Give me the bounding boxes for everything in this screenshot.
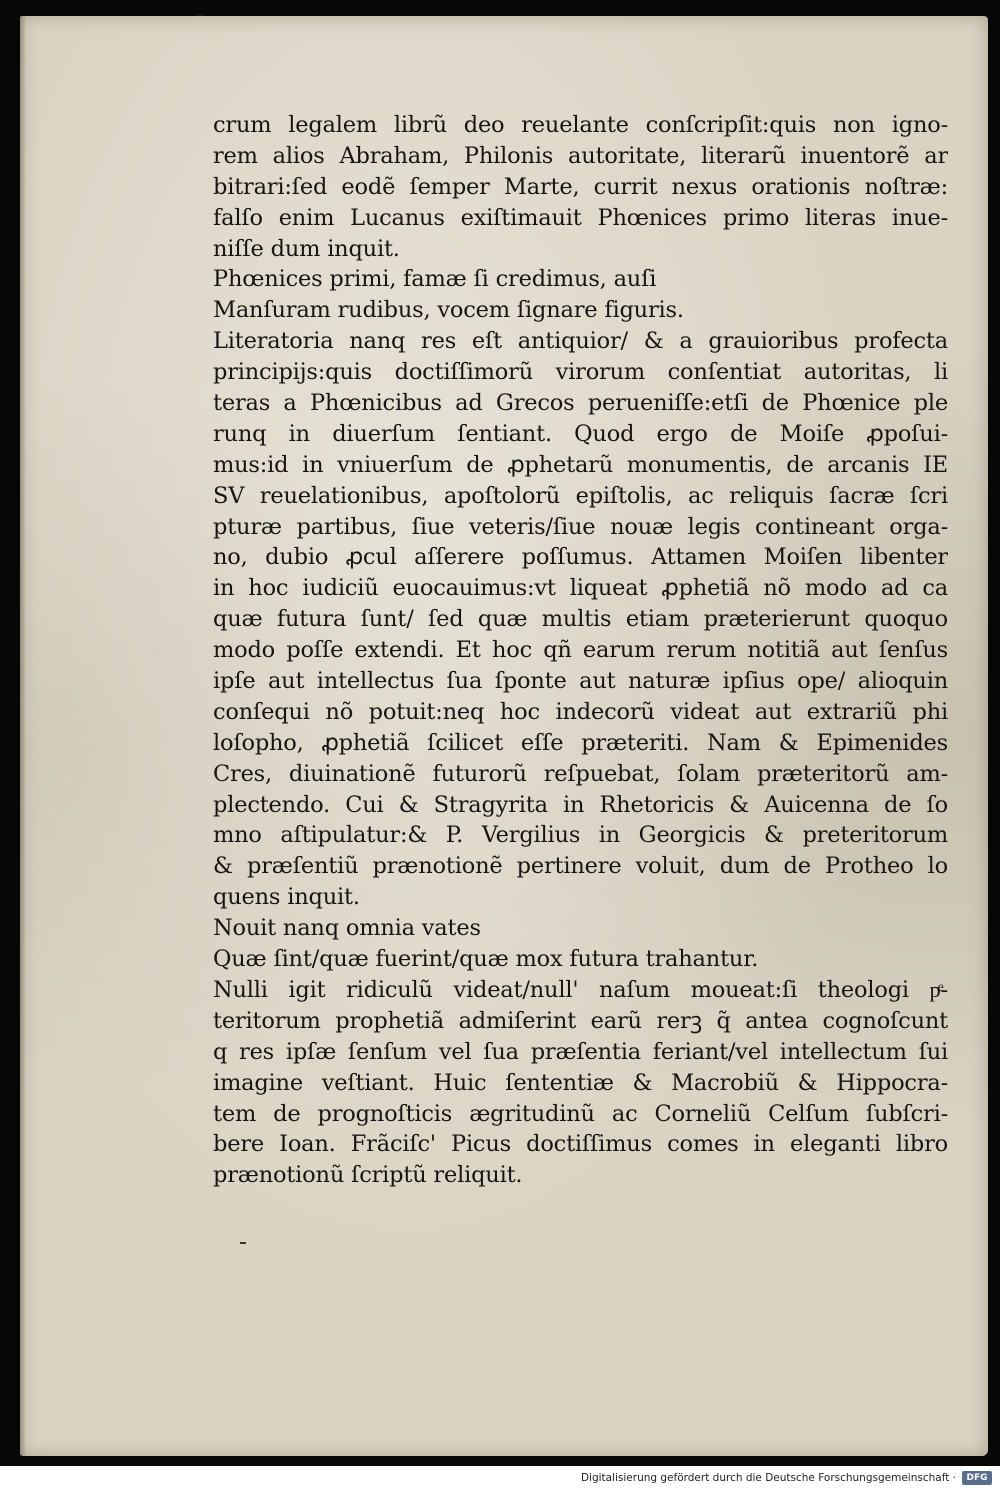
text-line: plectendo. Cui & Stragyrita in Rhetoricis & Auicenna de ſo [213, 791, 948, 818]
text-line: tem de prognoſticis ægritudinũ ac Corneliũ Celſum ſubſcri- [213, 1100, 948, 1127]
text-line: teras a Phœnicibus ad Grecos perueniſſe:etſi de Phœnice ple [213, 390, 948, 417]
text-line: teritorum prophetiã admiſerint earũ rerꝫ q̃ antea cognoſcunt [213, 1007, 948, 1034]
text-line: & præſentiũ prænotionẽ pertinere voluit, dum de Protheo lo [213, 853, 948, 880]
text-line: Nouit nanq omnia vates [213, 915, 481, 942]
footer-credit: Digitalisierung gefördert durch die Deutsche Forschungsgemeinschaft · [580, 1472, 956, 1484]
text-line: bere Ioan. Frãciſc' Picus doctiſſimus comes in eleganti libro [213, 1131, 948, 1158]
text-line: falſo enim Lucanus exiſtimauit Phœnices primo literas inue- [213, 204, 948, 231]
text-line: Quæ ſint/quæ fuerint/quæ mox futura trahantur. [213, 946, 759, 973]
text-line: modo poſſe extendi. Et hoc qñ earum rerum notitiã aut ſenſus [213, 637, 948, 664]
text-line: conſequi nõ potuit:neq hoc indecorũ videat aut extrariũ phi [213, 698, 948, 725]
text-line: SV reuelationibus, apoſtolorũ epiſtolis, ac reliquis ſacræ ſcri [213, 482, 948, 509]
text-line: niſſe dum inquit. [213, 235, 400, 262]
text-line: in hoc iudiciũ euocauimus:vt liqueat ꝓphetiã nõ modo ad ca [213, 575, 948, 602]
text-line: loſopho, ꝓphetiã ſcilicet eſſe præteriti. Nam & Epimenides [213, 729, 948, 756]
text-line: pturæ partibus, ſiue veteris/ſiue nouæ legis contineant orga- [213, 513, 948, 540]
text-line: quens inquit. [213, 884, 360, 911]
dfg-logo-icon: DFG [962, 1471, 992, 1485]
page-mark [240, 1242, 246, 1244]
text-line: Nulli igit ridiculũ videat/null' naſum moueat:ſi theologi pͤ- [213, 976, 948, 1003]
text-line: quæ futura ſunt/ ſed quæ multis etiam præterierunt quoquo [213, 606, 948, 633]
text-line: Phœnices primi, famæ ſi credimus, auſi [213, 266, 657, 293]
text-line: mus:id in vniuerſum de ꝓphetarũ monumentis, de arcanis IE [213, 451, 948, 478]
text-line: imagine veſtiant. Huic ſententiæ & Macrobiũ & Hippocra- [213, 1069, 948, 1096]
text-line: crum legalem librũ deo reuelante conſcripſit:quis non igno- [213, 112, 948, 138]
text-line: q res ipſæ ſenſum vel ſua præſentia feriant/vel intellectum ſui [213, 1038, 948, 1065]
text-line: ipſe aut intellectus ſua ſponte aut naturæ ipſius ope/ alioquin [213, 668, 948, 695]
text-line: bitrari:ſed eodẽ ſemper Marte, currit nexus orationis noſtræ: [213, 173, 948, 200]
text-line: mno aſtipulatur:& P. Vergilius in Georgicis & preteritorum [213, 822, 948, 849]
text-line: rem alios Abraham, Philonis autoritate, literarũ inuentorẽ ar [213, 142, 948, 169]
text-line: prænotionũ ſcriptũ reliquit. [213, 1162, 523, 1189]
text-line: runq in diuerſum ſentiant. Quod ergo de Moiſe ꝓpoſui- [213, 420, 948, 447]
text-line: Manſuram rudibus, vocem ſignare figuris. [213, 297, 684, 324]
text-line: Cres, diuinationẽ futurorũ reſpuebat, ſolam præteritorũ am- [213, 760, 948, 787]
text-line: principijs:quis doctiſſimorũ virorum conſentiat autoritas, li [213, 359, 948, 386]
text-line: Literatoria nanq res eſt antiquior/ & a grauioribus profecta [213, 328, 948, 355]
page-edge-shadow [20, 16, 26, 1456]
footer-bar [0, 1466, 1000, 1492]
text-line: no, dubio ꝓcul aſſerere poſſumus. Attamen Moiſen libenter [213, 544, 948, 571]
page-text-block [213, 110, 948, 1191]
